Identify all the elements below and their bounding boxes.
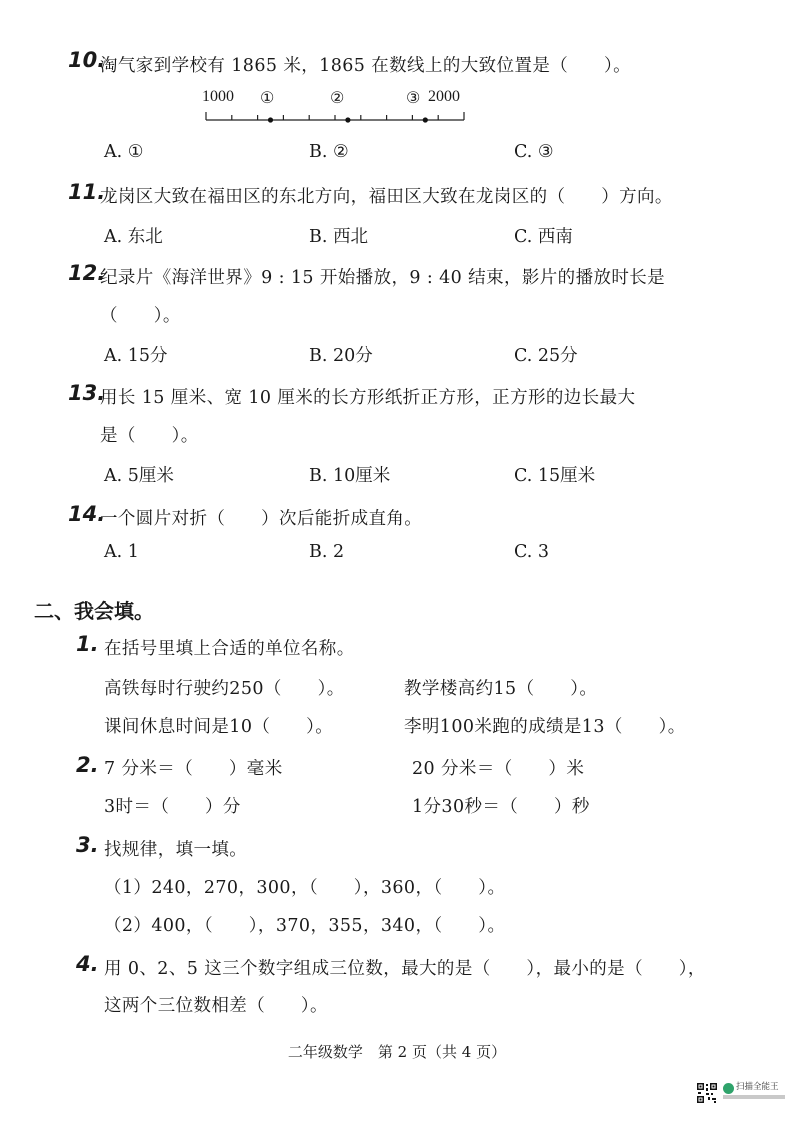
q10-option-b: B. ② bbox=[309, 142, 349, 162]
fill-number-3: 3. bbox=[76, 833, 99, 857]
number-line-dot-3 bbox=[423, 117, 428, 122]
fill-2-item-a: 7 分米＝（ ）毫米 bbox=[104, 759, 283, 779]
question-10-text: 淘气家到学校有 1865 米，1865 在数线上的大致位置是（ ）。 bbox=[100, 56, 632, 76]
number-line-marker-2: ② bbox=[330, 90, 345, 107]
fill-3-text: 找规律，填一填。 bbox=[104, 840, 248, 860]
fill-2-item-d: 1分30秒＝（ ）秒 bbox=[412, 797, 590, 817]
number-line-marker-3: ③ bbox=[406, 90, 421, 107]
question-11-text: 龙岗区大致在福田区的东北方向，福田区大致在龙岗区的（ ）方向。 bbox=[100, 187, 673, 207]
question-number-14: 14. bbox=[68, 502, 106, 526]
question-13-text-line2: 是（ ）。 bbox=[100, 426, 199, 446]
scanner-badge-subtitle-bar bbox=[723, 1095, 785, 1099]
question-12-text-line1: 纪录片《海洋世界》9 : 15 开始播放，9 : 40 结束，影片的播放时长是 bbox=[100, 268, 666, 288]
number-line-start-label: 1000 bbox=[202, 88, 234, 105]
question-number-11: 11. bbox=[68, 180, 106, 204]
fill-1-text: 在括号里填上合适的单位名称。 bbox=[104, 639, 355, 659]
question-12-text-line2: （ ）。 bbox=[100, 306, 181, 326]
number-line-dot-1 bbox=[268, 117, 273, 122]
fill-1-item-a: 高铁每时行驶约250（ ）。 bbox=[104, 679, 345, 699]
section-2-title: 二、我会填。 bbox=[34, 599, 154, 623]
scanner-logo-icon bbox=[723, 1083, 734, 1094]
fill-number-2: 2. bbox=[76, 753, 99, 777]
fill-3-item-1: （1）240，270，300，（ ），360，（ ）。 bbox=[104, 878, 506, 898]
question-number-10: 10. bbox=[68, 48, 106, 72]
q10-option-a: A. ① bbox=[104, 142, 144, 162]
fill-number-1: 1. bbox=[76, 632, 99, 656]
q11-option-c: C. 西南 bbox=[514, 227, 573, 247]
q14-option-c: C. 3 bbox=[514, 542, 550, 562]
fill-3-item-2: （2）400，（ ），370，355，340，（ ）。 bbox=[104, 916, 506, 936]
question-14-text: 一个圆片对折（ ）次后能折成直角。 bbox=[100, 509, 423, 529]
number-line-dot-2 bbox=[345, 117, 350, 122]
question-number-12: 12. bbox=[68, 261, 106, 285]
q10-option-c: C. ③ bbox=[514, 142, 554, 162]
scanner-badge bbox=[696, 1082, 786, 1110]
q14-option-b: B. 2 bbox=[309, 542, 345, 562]
qr-code-icon bbox=[696, 1082, 718, 1104]
fill-2-item-b: 20 分米＝（ ）米 bbox=[412, 759, 585, 779]
q11-option-b: B. 西北 bbox=[309, 227, 368, 247]
fill-number-4: 4. bbox=[76, 952, 99, 976]
question-number-13: 13. bbox=[68, 381, 106, 405]
number-line-graphic bbox=[200, 86, 480, 136]
q13-option-c: C. 15厘米 bbox=[514, 466, 596, 486]
q12-option-a: A. 15分 bbox=[104, 346, 168, 366]
fill-1-item-c: 课间休息时间是10（ ）。 bbox=[104, 717, 334, 737]
scanner-badge-title: 扫描全能王 bbox=[736, 1082, 779, 1092]
q13-option-b: B. 10厘米 bbox=[309, 466, 391, 486]
q13-option-a: A. 5厘米 bbox=[104, 466, 174, 486]
number-line-marker-1: ① bbox=[260, 90, 275, 107]
fill-1-item-b: 教学楼高约15（ ）。 bbox=[404, 679, 598, 699]
fill-1-item-d: 李明100米跑的成绩是13（ ）。 bbox=[404, 717, 686, 737]
q11-option-a: A. 东北 bbox=[104, 227, 163, 247]
fill-2-item-c: 3时＝（ ）分 bbox=[104, 797, 241, 817]
number-line-end-label: 2000 bbox=[428, 88, 460, 105]
page-footer: 二年级数学 第 2 页（共 4 页） bbox=[287, 1043, 507, 1061]
number-line bbox=[200, 86, 480, 136]
q14-option-a: A. 1 bbox=[104, 542, 139, 562]
question-13-text-line1: 用长 15 厘米、宽 10 厘米的长方形纸折正方形，正方形的边长最大 bbox=[100, 388, 636, 408]
q12-option-c: C. 25分 bbox=[514, 346, 578, 366]
fill-4-text-line2: 这两个三位数相差（ ）。 bbox=[104, 996, 328, 1016]
q12-option-b: B. 20分 bbox=[309, 346, 373, 366]
fill-4-text-line1: 用 0、2、5 这三个数字组成三位数，最大的是（ ），最小的是（ ）， bbox=[104, 959, 706, 979]
